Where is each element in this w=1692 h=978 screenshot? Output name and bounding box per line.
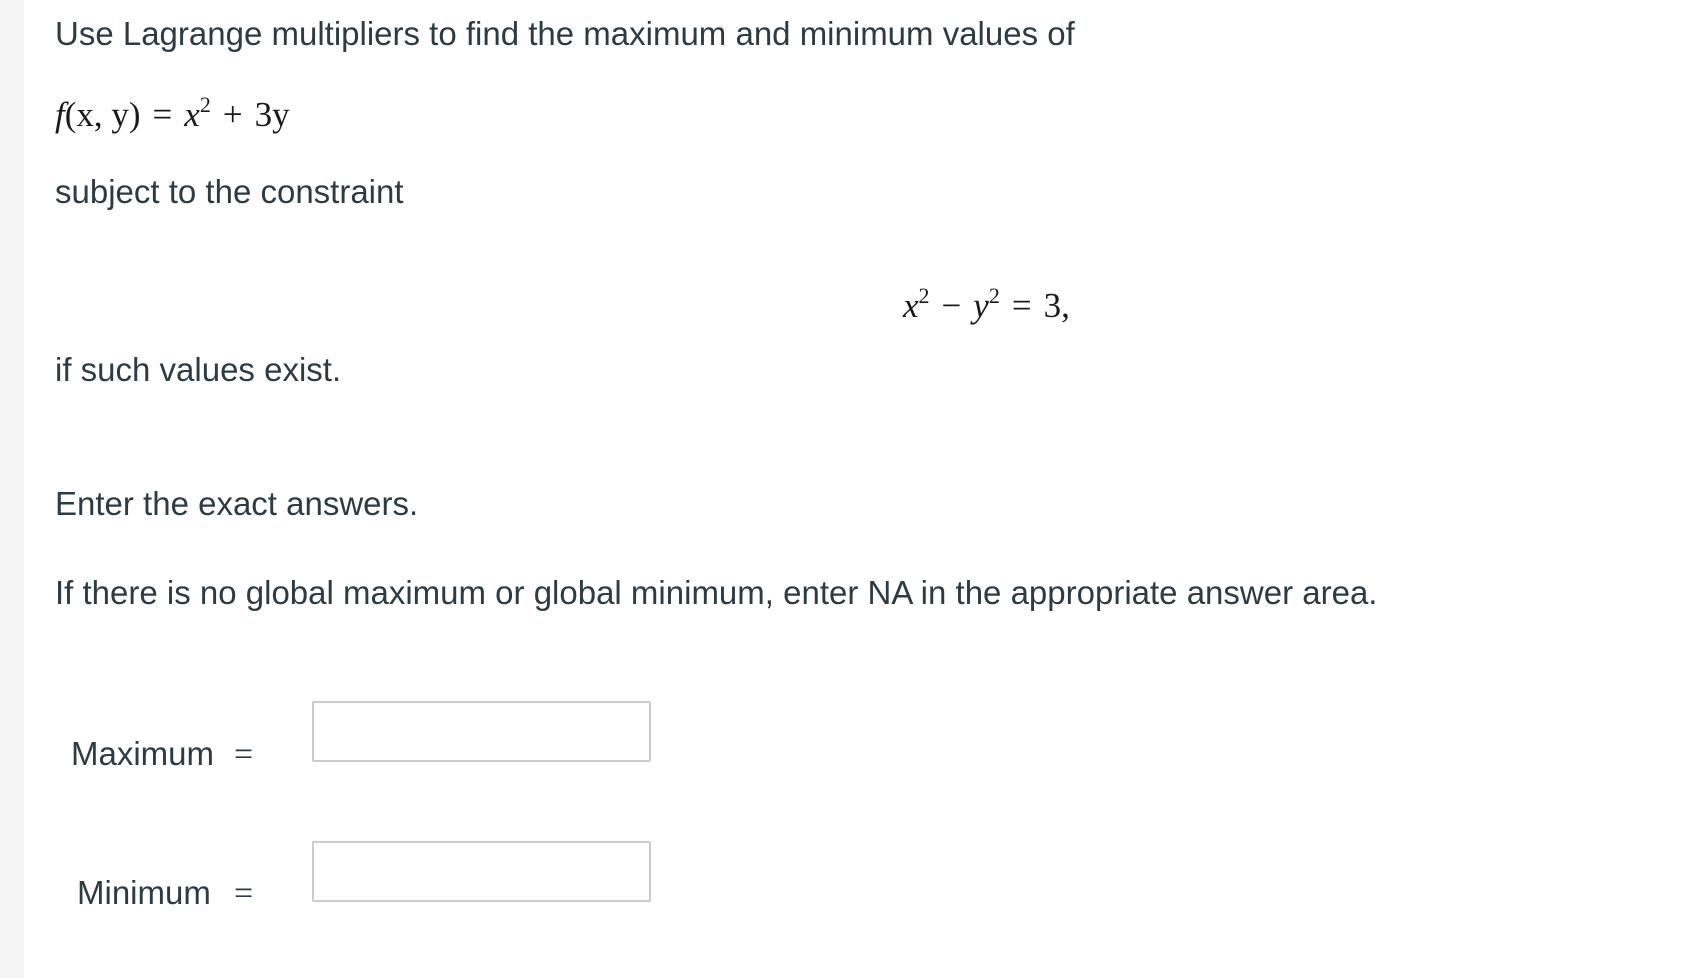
subject-text: subject to the constraint	[55, 173, 404, 210]
constraint-x-exponent: 2	[918, 283, 930, 308]
function-name: f	[55, 95, 65, 134]
na-instruction-text: If there is no global maximum or global minimum, enter NA in the appropriate answer area.	[55, 574, 1378, 611]
minimum-label: Minimum	[77, 874, 211, 911]
question-intro: Use Lagrange multipliers to find the maximum and minimum values of	[55, 15, 1075, 52]
minimum-equals: =	[234, 875, 254, 912]
function-plus: +	[222, 95, 243, 134]
function-args: (x, y)	[64, 95, 141, 134]
maximum-equals: =	[234, 736, 254, 773]
function-exponent: 2	[199, 92, 211, 117]
constraint-y-exponent: 2	[988, 283, 1000, 308]
exact-answers-text: Enter the exact answers.	[55, 485, 419, 522]
minimum-answer-input[interactable]	[312, 841, 651, 902]
left-rail	[0, 0, 24, 978]
constraint-rhs: 3,	[1043, 286, 1070, 325]
constraint-y: y	[973, 286, 989, 325]
constraint-equals: =	[1011, 286, 1032, 325]
constraint-equation	[903, 283, 1070, 325]
maximum-label: Maximum	[71, 735, 215, 772]
constraint-minus: −	[941, 286, 962, 325]
constraint-x: x	[903, 286, 919, 325]
exist-text: if such values exist.	[55, 351, 342, 388]
function-equals: =	[152, 95, 173, 134]
objective-function	[55, 92, 290, 134]
function-x: x	[184, 95, 200, 134]
function-term: 3y	[254, 95, 290, 134]
maximum-answer-input[interactable]	[312, 701, 651, 762]
